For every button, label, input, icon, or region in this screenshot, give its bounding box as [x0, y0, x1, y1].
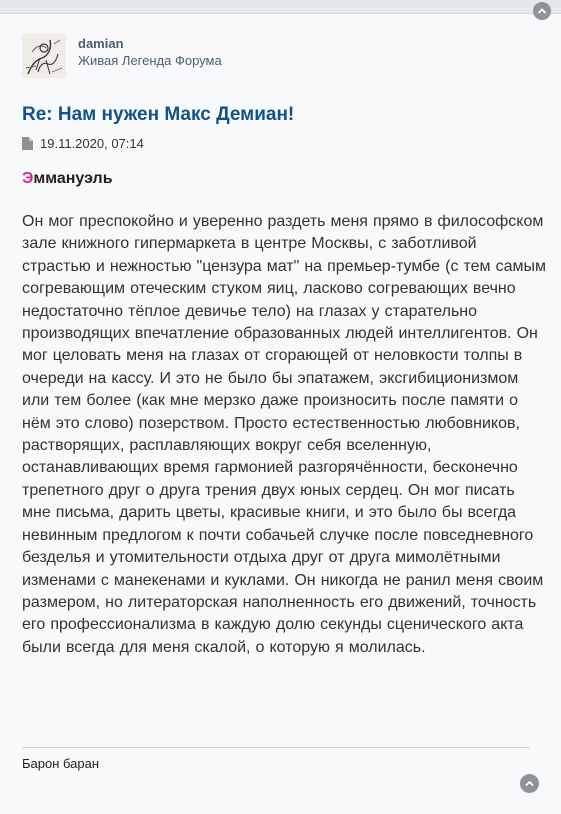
post-title[interactable]: Re: Нам нужен Макс Демиан!	[22, 104, 295, 125]
avatar-sketch-icon	[22, 34, 66, 78]
document-icon[interactable]	[22, 137, 33, 150]
post-date	[22, 136, 144, 151]
post-author	[22, 34, 222, 78]
post-card	[0, 13, 561, 814]
username-link[interactable]: damian	[78, 36, 124, 51]
signature: Барон баран	[22, 756, 100, 771]
back-to-top-icon[interactable]	[520, 774, 539, 793]
nickname-first-letter: Э	[22, 170, 34, 187]
user-rank: Живая Легенда Форума	[78, 53, 222, 68]
post-body: Он мог преспокойно и уверенно раздеть меня прямо в философском зале книжного гипермаркета в центре Москвы, с заботливой страстью и нежностью "цензура мат" на премьер-тумбе (с тем самым согревающим отеческим стуком яиц, ласково согревающих вечно недостаточно тёплое девичье тело) на глазах у старательно производящих впечатление образованных людей интеллигентов. Он мог целовать меня на глазах от сгорающей от неловкости толпы в очереди на кассу. И это не было бы эпатажем, эксгибиционизмом или тем более (как мне мерзко даже произносить после памяти о нём это слово) позерством. Просто естественностью любовников, растворящих, расплавляющих вокруг себя вселенную, останавливающих время гармонией разгорячённости, бесконечно трепетного друг о друга трения двух юных сердец. Он мог писать мне письма, дарить цветы, красивые книги, и это было бы всегда невинным предлогом к почти собачьей случке после повседневного безделья и утомительности отдыха друг от друга мимолётными изменами с манекенами и куклами. Он никогда не ранил меня своим размером, но литераторская наполненность его движений, точность его профессионализма в каждую долю секунды сценического акта были всегда для меня скалой, о которую я молилась.	[22, 213, 546, 656]
author-meta	[78, 36, 222, 69]
top-scroll-up-icon[interactable]	[533, 2, 551, 20]
avatar[interactable]	[22, 34, 66, 78]
nickname-rest: ммануэль	[33, 170, 113, 187]
post-date-text: 19.11.2020, 07:14	[40, 136, 144, 151]
signature-divider	[22, 747, 530, 748]
quoted-nickname	[22, 168, 113, 190]
